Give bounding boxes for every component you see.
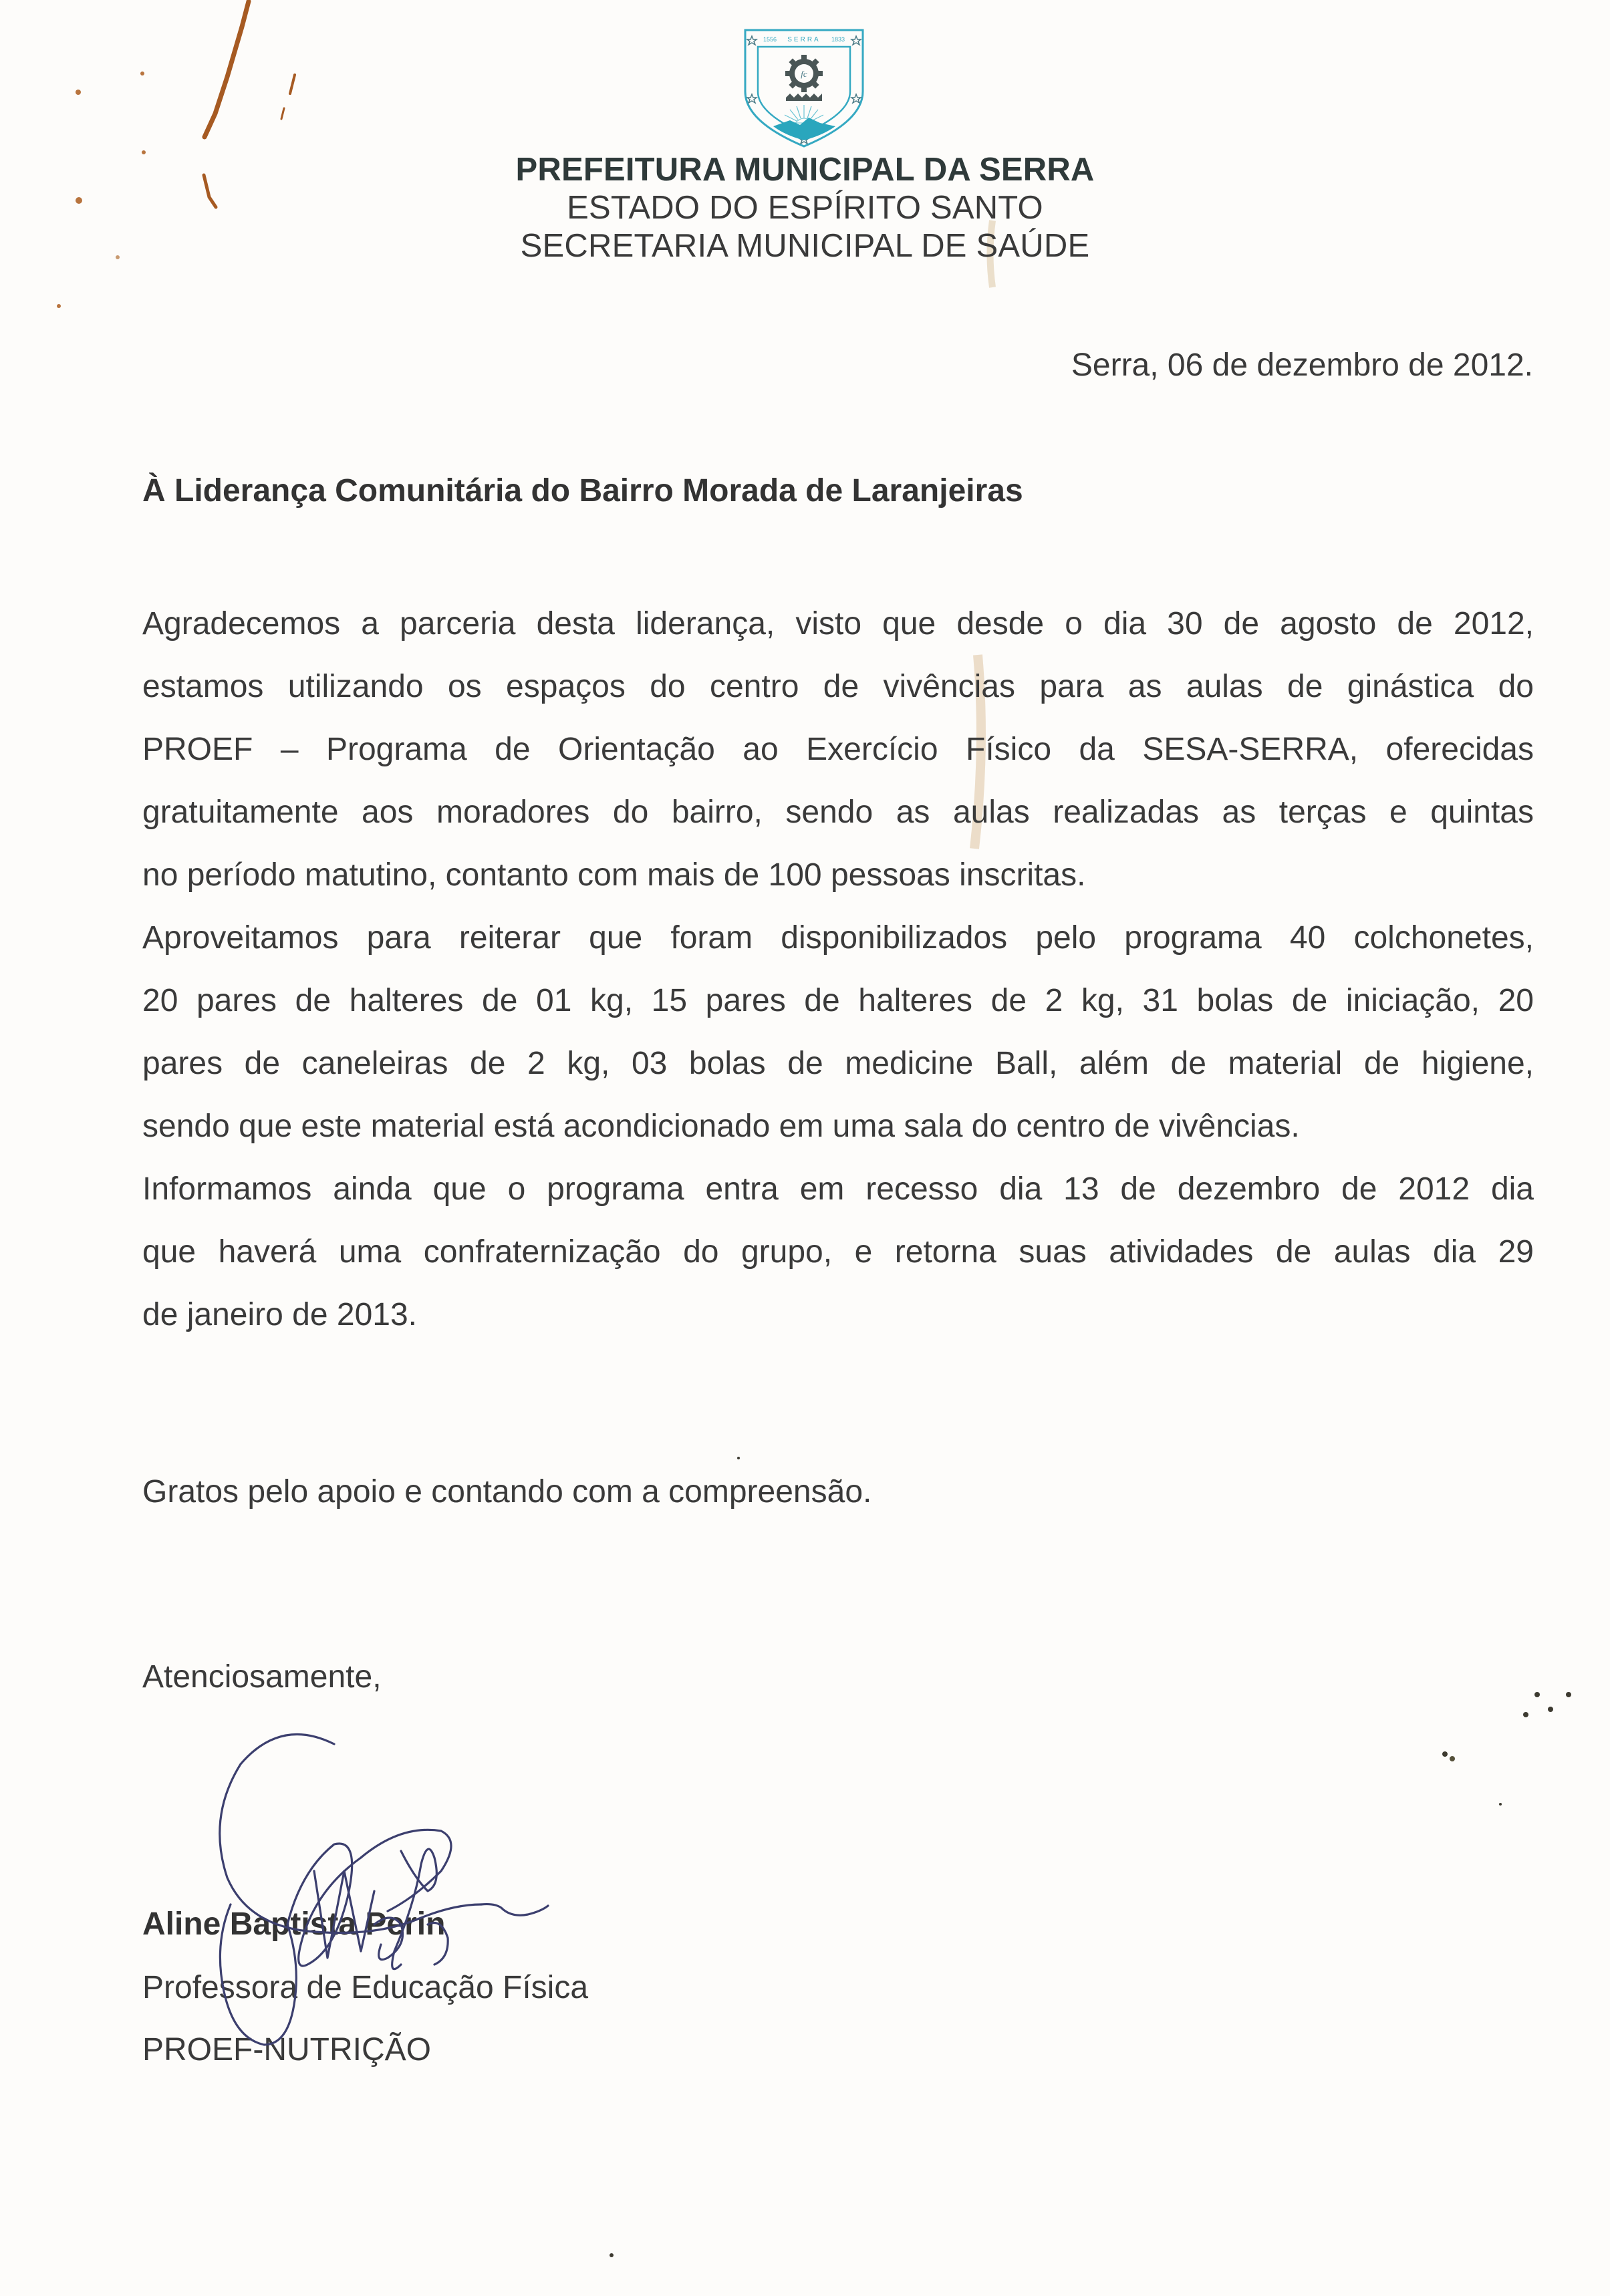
crest-year-left: 1556 [763,36,777,43]
signatory-department: PROEF-NUTRIÇÃO [142,2032,431,2067]
letterhead-title: PREFEITURA MUNICIPAL DA SERRA [515,152,1095,188]
crest-title: SERRA [787,36,821,43]
body-line: que haverá uma confraternização do grupo, e retorna suas atividades de aulas dia 29 [142,1234,1534,1270]
municipal-crest-logo [743,28,865,148]
letterhead-state: ESTADO DO ESPÍRITO SANTO [567,190,1043,226]
letter-date: Serra, 06 de dezembro de 2012. [1071,347,1533,383]
letter-body [142,593,1534,1346]
body-line: Agradecemos a parceria desta liderança, visto que desde o dia 30 de agosto de 2012, [142,606,1534,641]
letter-closing: Gratos pelo apoio e contando com a compreensão. [142,1474,872,1510]
body-line: Informamos ainda que o programa entra em recesso dia 13 de dezembro de 2012 dia [142,1171,1534,1207]
crest-year-right: 1833 [831,36,845,43]
letter-recipient: À Liderança Comunitária do Bairro Morada de Laranjeiras [142,473,1023,509]
body-line: no período matutino, contanto com mais de 100 pessoas inscritas. [142,857,1086,893]
signatory-title: Professora de Educação Física [142,1970,589,2005]
body-line: PROEF – Programa de Orientação ao Exercício Físico da SESA-SERRA, oferecidas [142,732,1534,767]
signatory-name: Aline Baptista Perin [142,1906,446,1942]
body-line: gratuitamente aos moradores do bairro, sendo as aulas realizadas as terças e quintas [142,795,1534,830]
body-line: estamos utilizando os espaços do centro de vivências para as aulas de ginástica do [142,669,1534,704]
body-line: sendo que este material está acondicionado em uma sala do centro de vivências. [142,1109,1300,1144]
body-line: 20 pares de halteres de 01 kg, 15 pares de halteres de 2 kg, 31 bolas de iniciação, 20 [142,983,1534,1018]
handwritten-signature [200,1724,575,2071]
letter-regards: Atenciosamente, [142,1659,382,1695]
body-line: de janeiro de 2013. [142,1297,417,1332]
body-line: Aproveitamos para reiterar que foram disponibilizados pelo programa 40 colchonetes, [142,920,1534,956]
body-line: pares de caneleiras de 2 kg, 03 bolas de medicine Ball, além de material de higiene, [142,1046,1534,1081]
letterhead-department: SECRETARIA MUNICIPAL DE SAÚDE [520,228,1090,264]
svg-text:fc: fc [801,69,807,79]
letterhead [0,151,1610,265]
gear-icon [785,55,823,92]
